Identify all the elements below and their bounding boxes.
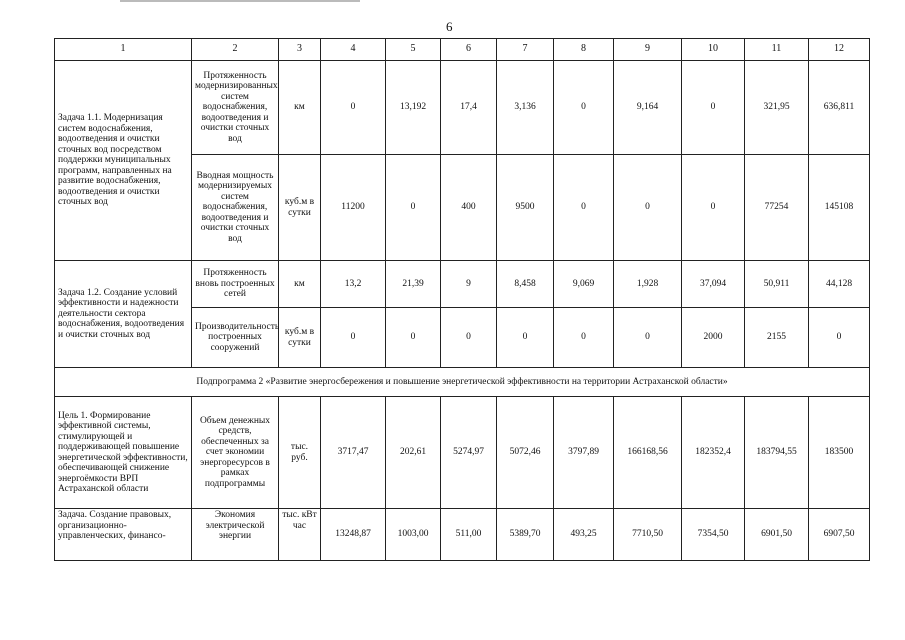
task-cell: Цель 1. Формирование эффективной системы, стимулирующей и поддерживающей повышение энергетической эффективности, обеспечивающей снижение энергоёмкости ВРП Астраханской области	[55, 397, 192, 509]
table-row	[55, 509, 870, 561]
value-cell: 0	[441, 308, 497, 368]
indicator-cell: Экономия электрической энергии	[192, 509, 279, 561]
header-cell: 4	[321, 39, 386, 61]
table-row	[55, 61, 870, 155]
value-cell: 0	[554, 155, 614, 261]
data-table	[54, 38, 870, 561]
value-cell: 183794,55	[745, 397, 809, 509]
task-cell: Задача 1.2. Создание условий эффективности и надежности деятельности сектора водоснабжения, водоотведения и очистки сточных вод	[55, 261, 192, 368]
value-cell: 5072,46	[497, 397, 554, 509]
value-cell: 183500	[809, 397, 870, 509]
unit-cell: км	[279, 261, 321, 308]
value-cell: 11200	[321, 155, 386, 261]
value-cell: 13248,87	[321, 509, 386, 561]
subprogram-row	[55, 368, 870, 397]
table-row	[55, 261, 870, 308]
task-cell: Задача. Создание правовых, организационно-управленческих, финансо-	[55, 509, 192, 561]
value-cell: 202,61	[386, 397, 441, 509]
value-cell: 0	[614, 308, 682, 368]
header-cell: 9	[614, 39, 682, 61]
unit-cell: км	[279, 61, 321, 155]
unit-cell: тыс. руб.	[279, 397, 321, 509]
value-cell: 17,4	[441, 61, 497, 155]
header-cell: 5	[386, 39, 441, 61]
header-cell: 6	[441, 39, 497, 61]
value-cell: 21,39	[386, 261, 441, 308]
value-cell: 0	[386, 155, 441, 261]
value-cell: 13,2	[321, 261, 386, 308]
value-cell: 37,094	[682, 261, 745, 308]
value-cell: 0	[497, 308, 554, 368]
value-cell: 0	[386, 308, 441, 368]
value-cell: 3,136	[497, 61, 554, 155]
unit-cell: куб.м в сутки	[279, 308, 321, 368]
value-cell: 50,911	[745, 261, 809, 308]
value-cell: 0	[554, 61, 614, 155]
value-cell: 1003,00	[386, 509, 441, 561]
value-cell: 493,25	[554, 509, 614, 561]
value-cell: 0	[614, 155, 682, 261]
value-cell: 321,95	[745, 61, 809, 155]
indicator-cell: Протяженность вновь построенных сетей	[192, 261, 279, 308]
header-cell: 3	[279, 39, 321, 61]
task-cell: Задача 1.1. Модернизация систем водоснабжения, водоотведения и очистки сточных вод посредством поддержки муниципальных программ, направленных на развитие водоснабжения, водоотведения и очистки сточных вод	[55, 61, 192, 261]
header-cell: 1	[55, 39, 192, 61]
header-cell: 12	[809, 39, 870, 61]
scan-artifact-line	[120, 0, 360, 2]
indicator-cell: Производительность построенных сооружений	[192, 308, 279, 368]
value-cell: 0	[682, 61, 745, 155]
value-cell: 182352,4	[682, 397, 745, 509]
value-cell: 1,928	[614, 261, 682, 308]
value-cell: 7354,50	[682, 509, 745, 561]
value-cell: 8,458	[497, 261, 554, 308]
value-cell: 0	[554, 308, 614, 368]
value-cell: 13,192	[386, 61, 441, 155]
value-cell: 6901,50	[745, 509, 809, 561]
value-cell: 511,00	[441, 509, 497, 561]
header-row	[55, 39, 870, 61]
value-cell: 166168,56	[614, 397, 682, 509]
value-cell: 2155	[745, 308, 809, 368]
indicator-cell: Протяженность модернизированных систем водоснабжения, водоотведения и очистки сточных вод	[192, 61, 279, 155]
value-cell: 0	[321, 308, 386, 368]
header-cell: 7	[497, 39, 554, 61]
value-cell: 77254	[745, 155, 809, 261]
value-cell: 6907,50	[809, 509, 870, 561]
value-cell: 400	[441, 155, 497, 261]
value-cell: 3717,47	[321, 397, 386, 509]
unit-cell: тыс. кВт час	[279, 509, 321, 561]
value-cell: 9	[441, 261, 497, 308]
value-cell: 9,164	[614, 61, 682, 155]
value-cell: 7710,50	[614, 509, 682, 561]
value-cell: 5389,70	[497, 509, 554, 561]
value-cell: 9,069	[554, 261, 614, 308]
table-row	[55, 397, 870, 509]
value-cell: 0	[809, 308, 870, 368]
subprogram-title: Подпрограмма 2 «Развитие энергосбережения и повышение энергетической эффективности на территории Астраханской области»	[55, 368, 870, 397]
indicator-cell: Вводная мощность модернизируемых систем водоснабжения, водоотведения и очистки сточных вод	[192, 155, 279, 261]
header-cell: 10	[682, 39, 745, 61]
value-cell: 0	[321, 61, 386, 155]
indicator-cell: Объем денежных средств, обеспеченных за счет экономии энергоресурсов в рамках подпрограммы	[192, 397, 279, 509]
header-cell: 8	[554, 39, 614, 61]
value-cell: 44,128	[809, 261, 870, 308]
value-cell: 636,811	[809, 61, 870, 155]
value-cell: 0	[682, 155, 745, 261]
page-number: 6	[446, 19, 453, 34]
header-cell: 2	[192, 39, 279, 61]
value-cell: 145108	[809, 155, 870, 261]
value-cell: 5274,97	[441, 397, 497, 509]
value-cell: 3797,89	[554, 397, 614, 509]
value-cell: 2000	[682, 308, 745, 368]
unit-cell: куб.м в сутки	[279, 155, 321, 261]
value-cell: 9500	[497, 155, 554, 261]
header-cell: 11	[745, 39, 809, 61]
